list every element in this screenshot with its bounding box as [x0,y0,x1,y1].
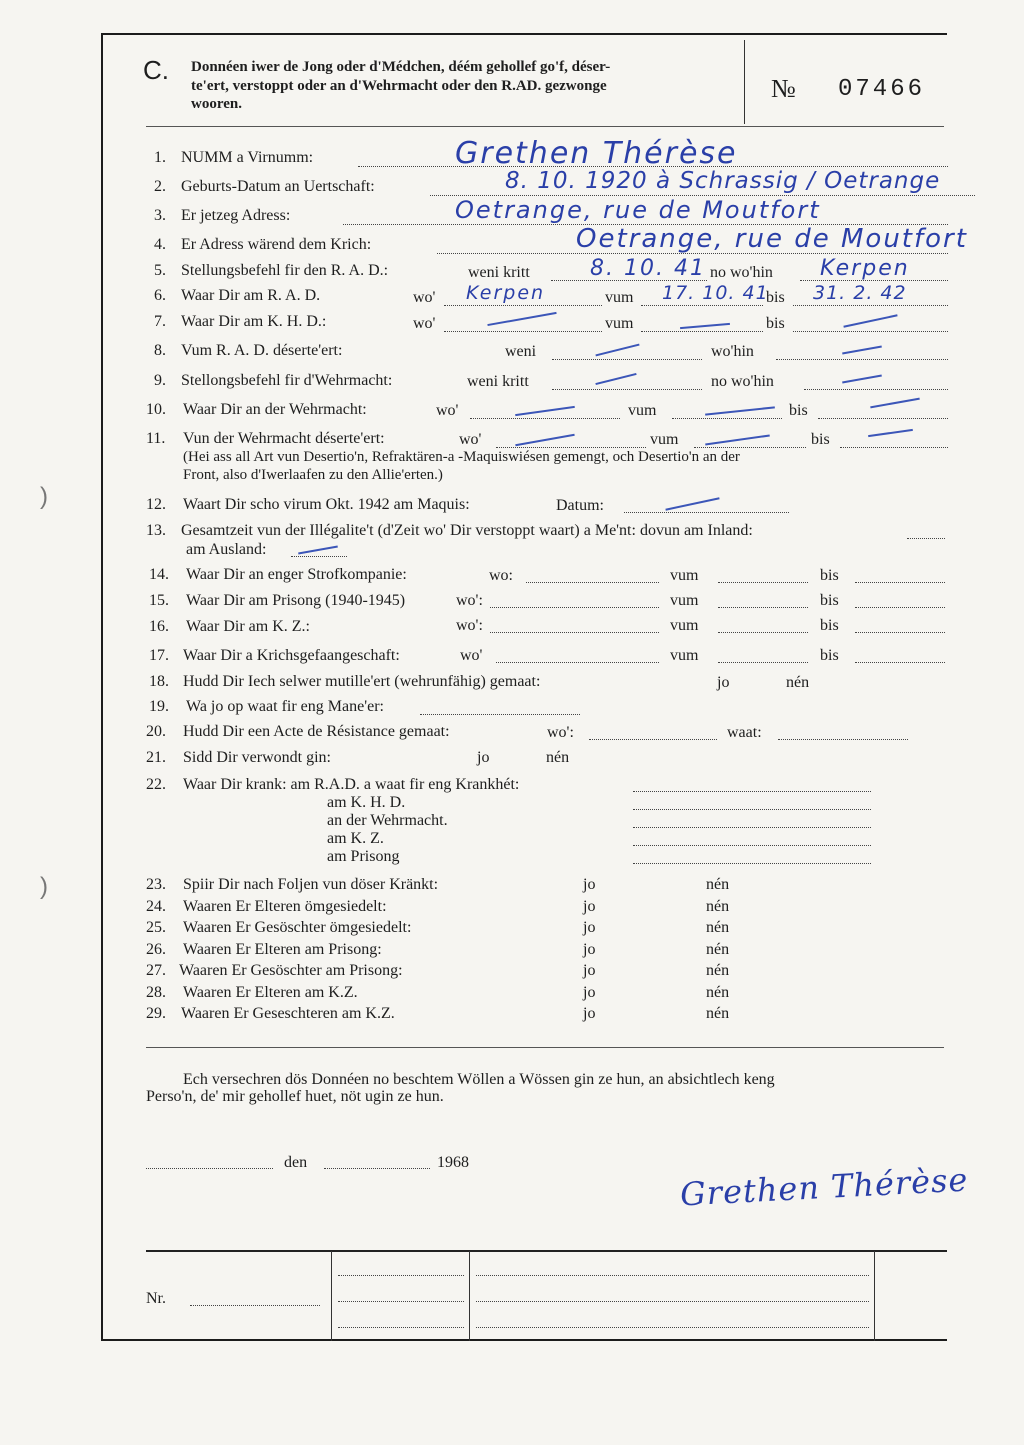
row-label-wounded: Sidd Dir verwondt gin: [183,749,331,766]
field-label: vum [670,617,699,634]
row-label-pow: Waar Dir a Krichsgefaangeschaft: [183,647,400,664]
rad-from-line[interactable] [641,305,763,306]
row-label-rad-desertion: Vum R. A. D. déserte'ert: [181,342,343,359]
no-option[interactable]: nén [706,919,730,936]
row-label-resistance: Hudd Dir een Acte de Résistance gemaat: [183,723,450,740]
pow-place-line[interactable] [496,662,659,663]
row-label-wehrmacht-desertion: Vun der Wehrmacht déserte'ert: [183,430,385,447]
sick-sub-label: am K. Z. [327,830,384,847]
row-num: 16. [149,618,169,635]
row-label: Waaren Er Gesöschter am Prisong: [179,962,403,979]
row-num: 28. [146,984,166,1001]
yes-option[interactable]: jo [717,674,730,691]
field-label: wo' [436,402,459,419]
row-label-name: NUMM a Virnumm: [181,149,314,166]
place-line[interactable] [146,1168,273,1169]
field-label: bis [766,289,785,306]
declaration-line-1: Ech versechren dös Donnéen no beschtem Wöllen a Wössen gin ze hun, an absichtlech keng [183,1071,775,1088]
row-num: 14. [149,566,169,583]
row-num: 20. [146,723,166,740]
row-num: 18. [149,673,169,690]
section-letter: C. [143,55,169,85]
row-label-birth: Geburts-Datum an Uertschaft: [181,178,375,195]
yes-option[interactable]: jo [583,962,596,979]
sick-prison-line[interactable] [633,863,871,864]
field-label: vum [628,402,657,419]
rad-desertion-place-line[interactable] [776,359,948,360]
handwritten-rad-order-place: Kerpen [820,256,910,281]
row-label-rad-order: Stellungsbefehl fir den R. A. D.: [181,262,389,279]
sick-sub-label: am K. H. D. [327,794,406,811]
handwritten-rad-place: Kerpen [466,282,546,304]
handwritten-rad-to: 31. 2. 42 [813,282,907,304]
declaration-line-2: Perso'n, de' mir gehollef huet, nöt ugin ze hun. [146,1088,444,1105]
row-num: 8. [154,342,166,359]
maquis-date-line[interactable] [624,512,789,513]
signature: Grethen Thérèse [679,1160,970,1214]
handwritten-rad-from: 17. 10. 41 [662,282,769,304]
field-label: bis [789,402,808,419]
field-label: no wo'hin [710,264,773,281]
nr-line[interactable] [190,1305,320,1306]
field-label: bis [766,315,785,332]
row-label-manner: Wa jo op waat fir eng Mane'er: [186,698,384,715]
footer-cell-line[interactable] [476,1275,869,1276]
punch-hole-mark: ) [40,483,48,510]
row-label: Waaren Er Gesöschter ömgesiedelt: [183,919,412,936]
row-label-kz: Waar Dir am K. Z.: [186,618,310,635]
nr-label: Nr. [146,1290,166,1307]
row-num: 4. [154,236,166,253]
row-label: Spiir Dir nach Foljen vun döser Kränkt: [183,876,439,893]
header-title-line-1: Donnéen iwer de Jong oder d'Médchen, déém gehollef go'f, déser- [191,59,611,75]
field-label: wo: [489,567,513,584]
row-num: 5. [154,262,166,279]
field-label: bis [820,647,839,664]
row-num: 11. [146,430,166,447]
row-num: 9. [154,372,166,389]
footer-cell-line[interactable] [476,1327,869,1328]
abroad-months-line[interactable] [291,556,347,557]
row-label-self-mutilation: Hudd Dir Iech selwer mutille'ert (wehrunfähig) gemaat: [183,673,541,690]
wehrmacht-order-place-line[interactable] [804,389,948,390]
no-option[interactable]: nén [546,749,570,766]
row-num: 21. [146,749,166,766]
field-label: waat: [727,724,762,741]
declaration-rule [146,1047,944,1048]
no-option[interactable]: nén [706,1005,730,1022]
sick-khd-line[interactable] [633,809,871,810]
field-label: bis [820,617,839,634]
row-label-khd: Waar Dir am K. H. D.: [181,313,327,330]
prison-place-line[interactable] [490,607,659,608]
footer-cell-line[interactable] [338,1301,464,1302]
row-label-illegality: Gesamtzeit vun der Illégalite't (d'Zeit wo' Dir verstoppt waart) a Me'nt: dovun am Inland: [181,522,753,539]
row-num: 6. [154,287,166,304]
row-num: 26. [146,941,166,958]
row-label-address: Er jetzeg Adress: [181,207,291,224]
field-label: wo' [413,289,436,306]
row-label-war-address: Er Adress wärend dem Krich: [181,236,372,253]
row-label-maquis: Waart Dir scho virum Okt. 1942 am Maquis: [183,496,470,513]
rad-desertion-date-line[interactable] [552,359,702,360]
desertion-from-line[interactable] [694,447,806,448]
field-label: wo' [460,647,483,664]
wehrmacht-order-date-line[interactable] [552,389,702,390]
footer-cell-line[interactable] [338,1327,464,1328]
field-label: wo': [456,592,483,609]
field-label: wo': [547,724,574,741]
footer-cell-line[interactable] [338,1275,464,1276]
row-num: 23. [146,876,166,893]
row-label-rad: Waar Dir am R. A. D. [181,287,321,304]
yes-option[interactable]: jo [583,919,596,936]
desertion-to-line[interactable] [840,447,948,448]
date-line[interactable] [324,1168,430,1169]
row-label-sick: Waar Dir krank: am R.A.D. a waat fir eng Krankhét: [183,776,520,793]
field-label: bis [820,567,839,584]
handwritten-address: Oetrange, rue de Moutfort [455,196,821,224]
khd-place-line[interactable] [444,331,602,332]
wehrmacht-from-line[interactable] [672,418,782,419]
header-divider [744,40,745,124]
kz-from-line[interactable] [718,632,808,633]
row-num: 19. [149,698,169,715]
row-label-wehrmacht-order: Stellongsbefehl fir d'Wehrmacht: [181,372,393,389]
row-num: 22. [146,776,166,793]
no-option[interactable]: nén [706,962,730,979]
row-num: 3. [154,207,166,224]
row-label: Waaren Er Elteren am Prisong: [183,941,382,958]
field-label: wo'hin [711,343,754,360]
row11-note-line-2: Front, also d'Iwerlaafen zu den Allie'erten.) [183,467,443,483]
field-label: weni kritt [467,373,529,390]
yes-option[interactable]: jo [583,941,596,958]
field-label: bis [811,431,830,448]
handwritten-war-address: Oetrange, rue de Moutfort [576,224,968,254]
row-num: 15. [149,592,169,609]
resistance-what-line[interactable] [778,739,908,740]
footer-col-divider [874,1251,875,1341]
den-label: den [284,1154,308,1171]
kz-place-line[interactable] [490,632,659,633]
sick-sub-label: am Prisong [327,848,400,865]
row-num: 1. [154,149,166,166]
year-label: 1968 [437,1154,469,1171]
rad-place-line[interactable] [444,305,602,306]
no-option[interactable]: nén [706,984,730,1001]
punch-hole-mark: ) [40,873,48,900]
field-label: weni kritt [468,264,530,281]
yes-option[interactable]: jo [583,898,596,915]
footer-col-divider [331,1251,332,1341]
field-label: wo' [413,315,436,332]
sick-rad-line[interactable] [633,791,871,792]
no-option[interactable]: nén [786,674,810,691]
row-num: 17. [149,647,169,664]
field-label: vum [605,315,634,332]
rad-to-line[interactable] [793,305,948,306]
row-label-wehrmacht: Waar Dir an der Wehrmacht: [183,401,367,418]
row-label-abroad: am Ausland: [186,541,267,558]
khd-to-line[interactable] [793,331,948,332]
khd-from-line[interactable] [641,331,763,332]
field-label: vum [650,431,679,448]
row11-note-line-1: (Hei ass all Art vun Desertio'n, Refraktären-a -Maquiswiésen gemengt, och Desertio'n an der [183,449,740,465]
pow-to-line[interactable] [855,662,945,663]
penal-from-line[interactable] [718,582,808,583]
desertion-place-line[interactable] [496,447,646,448]
no-option[interactable]: nén [706,941,730,958]
row-num: 24. [146,898,166,915]
row-num: 25. [146,919,166,936]
field-label: Datum: [556,497,604,514]
row-label: Waaren Er Elteren ömgesiedelt: [183,898,387,915]
sick-kz-line[interactable] [633,845,871,846]
wehrmacht-to-line[interactable] [818,418,948,419]
row-num: 27. [146,962,166,979]
penal-place-line[interactable] [526,582,659,583]
row-num: 2. [154,178,166,195]
no-option[interactable]: nén [706,876,730,893]
row-num: 7. [154,313,166,330]
row-num: 10. [146,401,166,418]
number-sign: № [771,74,796,103]
inland-months-line[interactable] [907,538,945,539]
field-label: vum [670,592,699,609]
field-label: weni [505,343,537,360]
penal-to-line[interactable] [855,582,945,583]
yes-option[interactable]: jo [583,876,596,893]
form-number: 07466 [838,76,926,103]
manner-field-line[interactable] [420,714,580,715]
row-num: 12. [146,496,166,513]
row-num: 13. [146,522,166,539]
row-label-penal-company: Waar Dir an enger Strofkompanie: [186,566,407,583]
footer-col-divider [469,1251,470,1341]
handwritten-rad-order-date: 8. 10. 41 [590,256,706,281]
field-label: wo': [456,617,483,634]
footer-rule [146,1250,947,1252]
field-label: no wo'hin [711,373,774,390]
wehrmacht-place-line[interactable] [470,418,620,419]
row-label: Waaren Er Elteren am K.Z. [183,984,358,1001]
row-label-prison: Waar Dir am Prisong (1940-1945) [186,592,406,609]
field-label: vum [670,647,699,664]
row-label: Waaren Er Geseschteren am K.Z. [181,1005,395,1022]
pow-from-line[interactable] [718,662,808,663]
kz-to-line[interactable] [855,632,945,633]
header-title-line-3: wooren. [191,96,242,112]
no-option[interactable]: nén [706,898,730,915]
prison-from-line[interactable] [718,607,808,608]
footer-cell-line[interactable] [476,1301,869,1302]
handwritten-name: Grethen Thérèse [455,136,738,171]
resistance-place-line[interactable] [589,739,717,740]
yes-option[interactable]: jo [477,749,490,766]
sick-sub-label: an der Wehrmacht. [327,812,448,829]
yes-option[interactable]: jo [583,984,596,1001]
field-label: bis [820,592,839,609]
prison-to-line[interactable] [855,607,945,608]
field-label: vum [605,289,634,306]
yes-option[interactable]: jo [583,1005,596,1022]
field-label: vum [670,567,699,584]
row-num: 29. [146,1005,166,1022]
field-label: wo' [459,431,482,448]
header-rule [146,126,944,127]
handwritten-birth: 8. 10. 1920 à Schrassig / Oetrange [505,168,941,194]
header-title-line-2: te'ert, verstoppt oder an d'Wehrmacht oder den R.AD. gezwonge [191,78,607,94]
sick-wehrmacht-line[interactable] [633,827,871,828]
